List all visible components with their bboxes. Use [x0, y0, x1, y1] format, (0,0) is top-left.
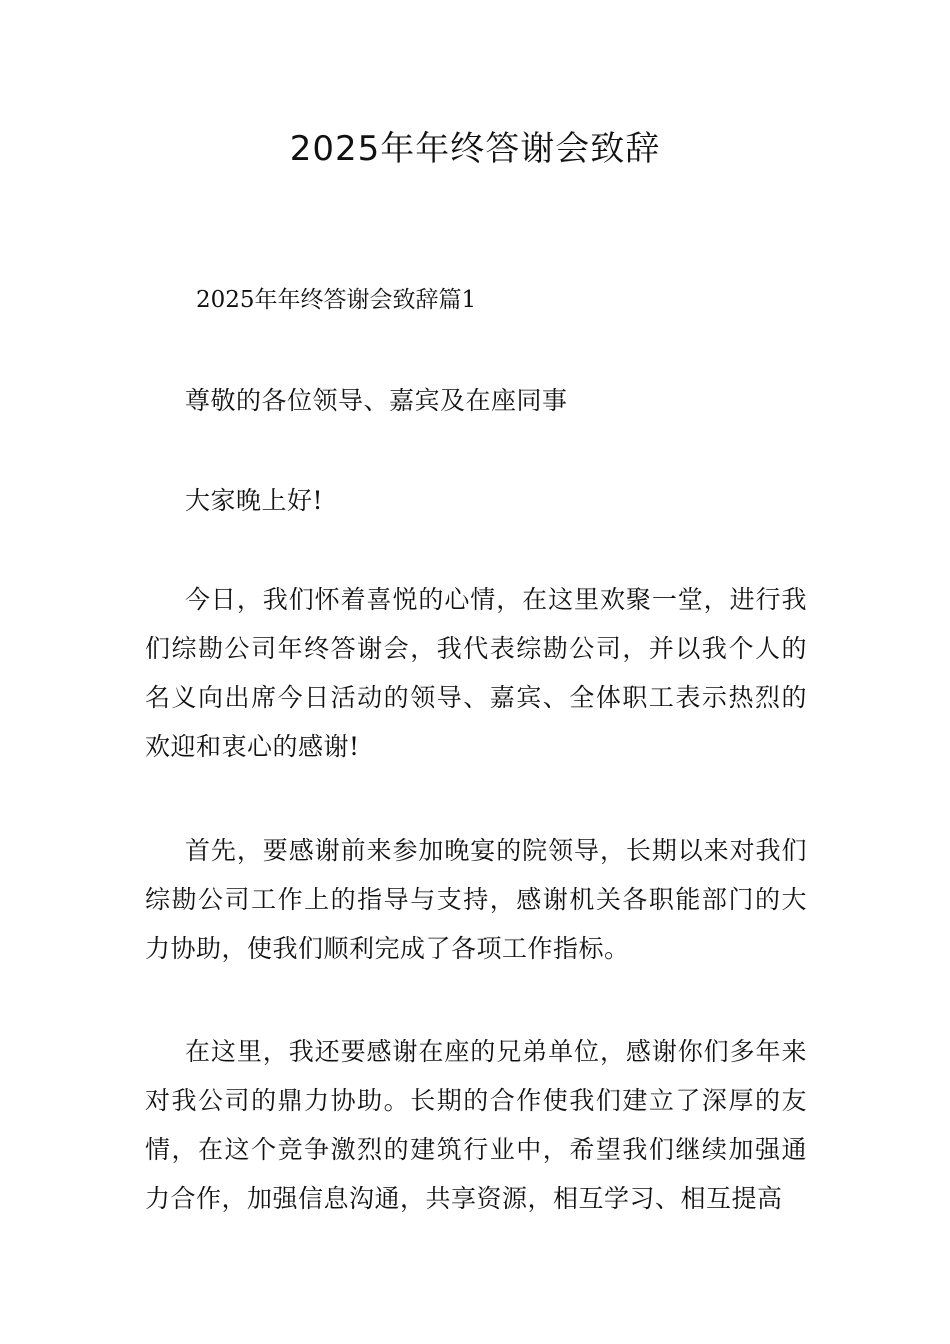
section-subtitle: 2025年年终答谢会致辞篇1 — [196, 287, 477, 313]
body-paragraph: 在这里，我还要感谢在座的兄弟单位，感谢你们多年来对我公司的鼎力协助。长期的合作使我们建立了深厚的友情，在这个竞争激烈的建筑行业中，希望我们继续加强通力合作，加强信息沟通，共享资源，相互学习、相互提高 — [145, 1037, 807, 1213]
salutation-paragraph: 尊敬的各位领导、嘉宾及在座同事 — [185, 386, 568, 415]
document-title: 2025年年终答谢会致辞 — [289, 129, 661, 169]
body-paragraph: 今日，我们怀着喜悦的心情，在这里欢聚一堂，进行我们综勘公司年终答谢会，我代表综勘公司，并以我个人的名义向出席今日活动的领导、嘉宾、全体职工表示热烈的欢迎和衷心的感谢! — [145, 585, 807, 761]
body-paragraph: 首先，要感谢前来参加晚宴的院领导，长期以来对我们综勘公司工作上的指导与支持，感谢机关各职能部门的大力协助，使我们顺利完成了各项工作指标。 — [145, 836, 807, 963]
greeting-paragraph: 大家晚上好! — [185, 486, 324, 515]
